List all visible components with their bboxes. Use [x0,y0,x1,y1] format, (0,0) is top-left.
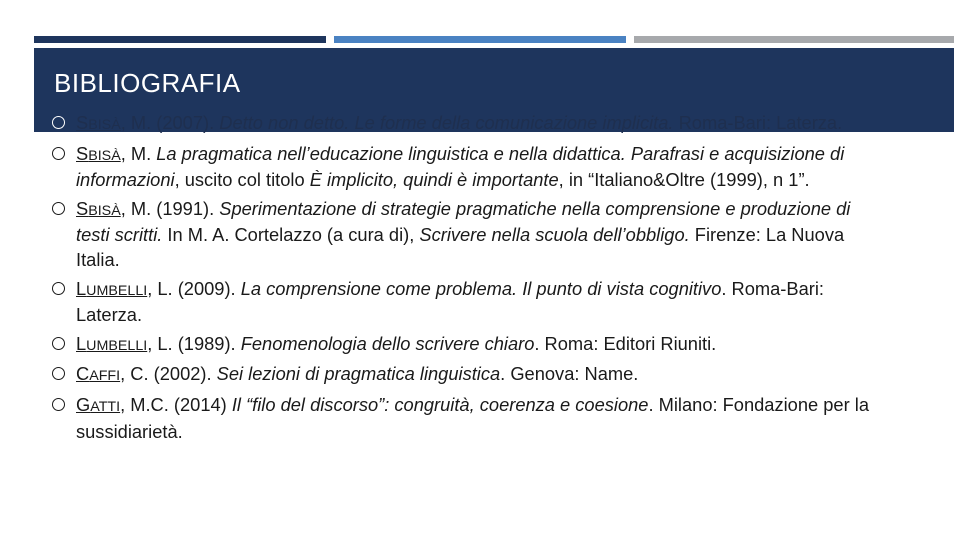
reference-item [50,362,880,389]
reference-title: Sei lezioni di pragmatica linguistica [216,363,501,385]
circle-bullet-icon [52,202,65,215]
author-surname-smallcaps: AFFI [89,368,121,385]
reference-text: , M. (1991). [120,197,220,219]
reference-author [76,198,121,219]
reference-author [76,394,120,415]
reference-item [50,393,880,444]
circle-bullet-icon [52,282,65,295]
slide-title: BIBLIOGRAFIA [54,68,241,98]
reference-text: , in “Italiano&Oltre (1999), n 1”. [558,169,810,191]
reference-author [76,143,121,164]
author-surname-smallcaps: BISÀ [88,117,121,133]
circle-bullet-icon [52,398,65,411]
accent-bar-gray [634,36,954,43]
reference-title: Scrivere nella scuola dell’obbligo. [419,224,690,246]
reference-author [76,363,120,384]
author-initial: L [76,277,87,299]
reference-item [50,111,880,138]
circle-bullet-icon [52,116,65,129]
reference-text: . Roma: Editori Riuniti. [534,332,717,354]
author-initial: S [76,112,89,133]
reference-text: In M. A. Cortelazzo (a cura di), [162,224,420,246]
author-initial: S [76,142,89,164]
reference-title: È implicito, quindi è importante [309,169,559,191]
reference-text: Roma-Bari: Laterza. [673,112,843,133]
reference-text: . Genova: Name. [500,363,639,385]
reference-text: , L. (1989). [147,332,241,354]
author-surname-smallcaps: BISÀ [88,202,121,219]
reference-item [50,197,880,273]
author-initial: C [76,363,90,385]
reference-title: Il “filo del discorso”: congruità, coerenza e coesione [231,393,649,415]
reference-text: , L. (2009). [147,277,241,299]
reference-title: La pragmatica nell’educazione linguistica e nella didattica. Parafrasi e acquisizione di informazioni [76,142,845,191]
reference-text: . Milano: Fondazione per la sussidiarietà. [76,393,869,442]
author-initial: S [76,197,89,219]
accent-bar-blue [334,36,626,43]
top-accent-bars [34,36,954,43]
reference-title: La comprensione come problema. Il punto di vista cognitivo [240,277,722,299]
author-surname-smallcaps: UMBELLI [86,337,148,354]
reference-title: Sperimentazione di strategie pragmatiche nella comprensione e produzione di testi scritti. [76,197,851,246]
reference-item [50,277,880,328]
reference-title: Fenomenologia dello scrivere chiaro [240,332,535,354]
reference-author [76,112,121,133]
reference-item [50,142,880,193]
reference-text: Firenze: La Nuova Italia. [76,224,845,270]
author-surname-smallcaps: UMBELLI [86,282,148,299]
reference-title: Detto non detto. Le forme della comunicazione implicita. [219,112,674,133]
author-surname-smallcaps: BISÀ [88,147,121,164]
reference-text: , M. [120,142,157,164]
reference-author [76,333,147,354]
circle-bullet-icon [52,147,65,160]
reference-item [50,332,880,359]
reference-text: , uscito col titolo [174,169,310,191]
reference-author [76,278,147,299]
reference-text: , M.C. (2014) [120,393,232,415]
author-initial: G [76,393,91,415]
reference-text: . Roma-Bari: Laterza. [76,277,824,326]
author-initial: L [76,332,87,354]
reference-list [50,111,880,448]
accent-bar-navy [34,36,326,43]
author-surname-smallcaps: ATTI [90,398,121,415]
circle-bullet-icon [52,367,65,380]
circle-bullet-icon [52,337,65,350]
reference-text: , M. (2007). [120,112,220,133]
reference-text: , C. (2002). [120,363,217,385]
